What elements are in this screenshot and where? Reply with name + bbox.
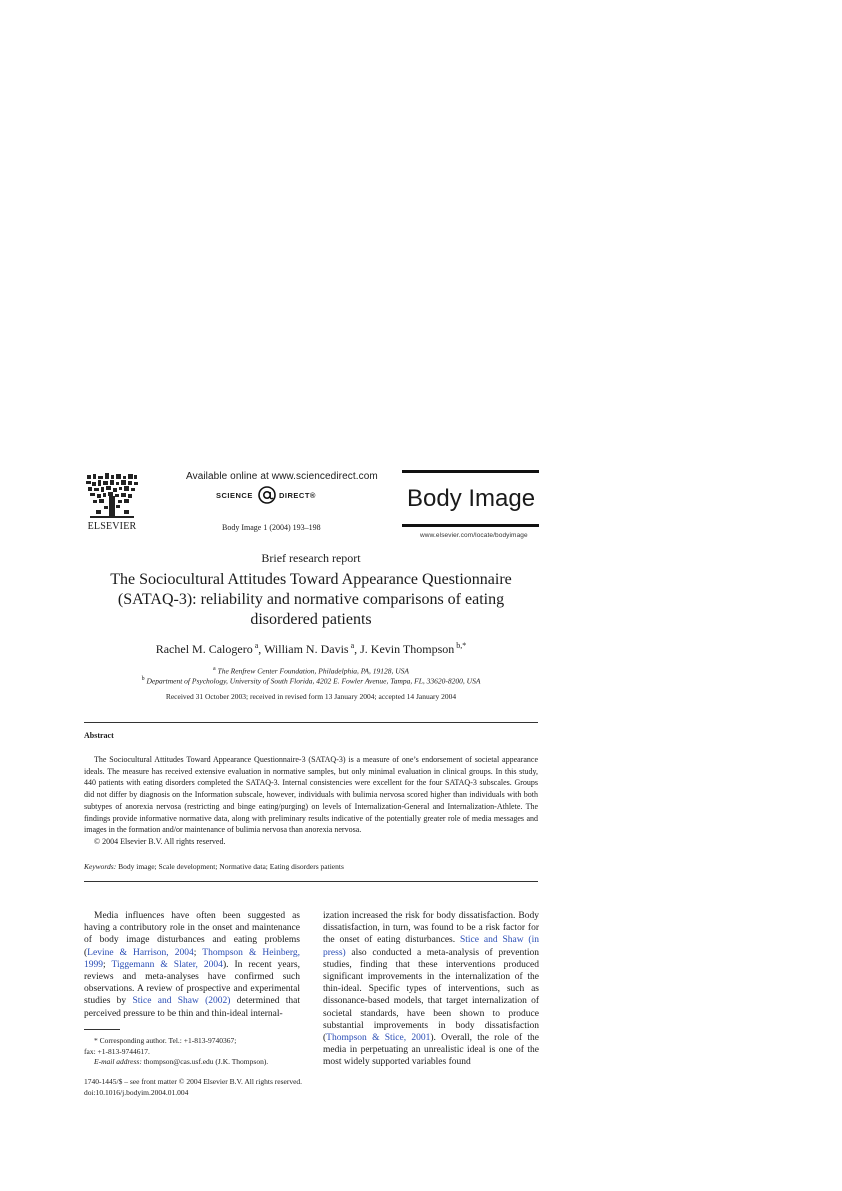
body-text: ; [103,959,112,970]
body-column-right [323,910,539,1069]
keywords-label: Keywords: [84,862,117,871]
citation-link[interactable]: Thompson & Stice, 2001 [326,1033,431,1044]
bottom-metadata [84,1077,302,1098]
sciencedirect-logo [216,486,326,506]
masthead-bottom-rule [402,524,539,527]
journal-masthead [402,470,539,540]
article-title: The Sociocultural Attitudes Toward Appearance Questionnaire (SATAQ-3): reliability and normative comparisons of eating disordered patients [110,571,512,628]
received-dates: Received 31 October 2003; received in revised form 13 January 2004; accepted 14 January 2004 [165,692,457,701]
email-address[interactable]: thompson@cas.usf.edu (J.K. Thompson). [141,1057,269,1066]
citation-link[interactable]: Thompson & Heinberg, 1999 [84,947,300,970]
keywords [84,862,538,871]
citation-link[interactable]: Stice and Shaw (in press) [323,935,539,958]
body-text: ). Overall, the role of the media in perpetuating an unrealistic ideal is one of the most widely supported variables found [323,1033,539,1068]
author-affiliation-marker: a [348,641,355,650]
citation-link[interactable]: Levine & Harrison, 2004 [87,947,194,958]
journal-title: Body Image [407,485,536,512]
body-text: Media influences have often been suggested as having a contributory role in the onset and maintenance of body image disturbances and eating problems ( [84,911,300,958]
keywords-text: Body image; Scale development; Normative data; Eating disorders patients [118,862,344,871]
journal-citation: Body Image 1 (2004) 193–198 [222,523,321,532]
affiliation-text: Department of Psychology, University of South Florida, 4202 E. Fowler Avenue, Tampa, FL, 33620-8200, USA [146,676,481,686]
body-paragraph [84,910,300,1020]
affiliation-a [84,666,538,676]
author-affiliation-marker: a [252,641,259,650]
article-type: Brief research report [261,551,361,565]
author-list: Rachel M. Calogero $^a$, William N. Davis $^a$, J. Kevin Thompson $^{b,*}$ [155,641,467,656]
sciencedirect-left-text: SCIENCE [216,491,253,500]
sciencedirect-right-text: DIRECT® [279,491,316,500]
issn-line: 1740-1445/$ – see front matter © 2004 Elsevier B.V. All rights reserved. [84,1077,303,1086]
footnote [84,1036,300,1068]
footnote-fax: fax: +1-813-9744617. [84,1046,150,1056]
body-text: ization increased the risk for body dissatisfaction. Body dissatisfaction, in turn, was found to be a risk factor for the onset of eating disturbances. [323,911,539,946]
masthead-top-rule [402,470,539,473]
abstract-top-rule [84,722,538,723]
citation-link[interactable]: Stice and Shaw (2002) [132,996,231,1007]
body-text: ; [193,947,203,958]
body-text: ). In recent years, reviews and meta-analyses have confirmed such observations. A review of prospective and experimental studies by [84,959,300,1007]
available-online-text: Available online at www.sciencedirect.com [186,471,378,482]
affiliation-marker: b [141,676,145,682]
abstract-text: The Sociocultural Attitudes Toward Appearance Questionnaire-3 (SATAQ-3) is a measure of one’s endorsement of societal appearance ideals. The measure has received extensive evaluation in normative samples, but only minimal evaluation in clinical groups. In this study, 440 patients with eating disorders completed the SATAQ-3. Internal consistencies were excellent for the four SATAQ-3 subscales. Groups did not differ by diagnosis on the Information subscale, however, individuals with bulimia nervosa scored higher than individuals with both subtypes of anorexia nervosa (restricting and binge eating/purging) on levels of Internalization-General and Internalization-Athlete. The findings provide informative normative data, along with preliminary results indicative of the potentially greater role of media messages and images in the formation and/or maintenance of bulimia nervosa than anorexia nervosa. [84,755,538,835]
at-sign-icon [258,485,276,505]
abstract-copyright: © 2004 Elsevier B.V. All rights reserved. [94,836,226,846]
abstract-heading: Abstract [84,731,114,740]
footnote-corresponding: * Corresponding author. Tel.: +1-813-9740367; [94,1036,237,1045]
citation-link[interactable]: Tiggemann & Slater, 2004 [111,959,223,970]
elsevier-logo [84,472,140,532]
abstract-body [84,754,538,848]
body-column-left [84,910,300,1020]
author-affiliation-marker: b,* [454,641,467,650]
doi-line[interactable]: doi:10.1016/j.bodyim.2004.01.004 [84,1087,189,1097]
footnote-rule [84,1029,120,1030]
author-name: Rachel M. Calogero [155,642,253,656]
affiliation-b [84,676,538,686]
body-paragraph [323,910,539,1069]
email-label: E-mail address: [94,1057,142,1066]
abstract-bottom-rule [84,881,538,882]
publisher-name: ELSEVIER [87,521,137,532]
affiliation-text: The Renfrew Center Foundation, Philadelphia, PA, 19128, USA [217,666,409,676]
affiliation-marker: a [213,666,216,672]
footnote-email [84,1057,300,1068]
elsevier-tree-icon [84,472,140,520]
author-name: William N. Davis [264,642,349,656]
body-text: determined that perceived pressure to be thin and thin-ideal internal- [84,996,300,1019]
author-name: J. Kevin Thompson [360,642,455,656]
journal-url[interactable]: www.elsevier.com/locate/bodyimage [420,532,528,539]
body-text: also conducted a meta-analysis of prevention studies, finding that these interventions produced significant improvements in the internalization of the thin-ideal. Specific types of interventions, such as dissonance-based models, that target internalization of societal standards, have been shown to produce substantial improvements in body dissatisfaction ( [323,947,539,1044]
